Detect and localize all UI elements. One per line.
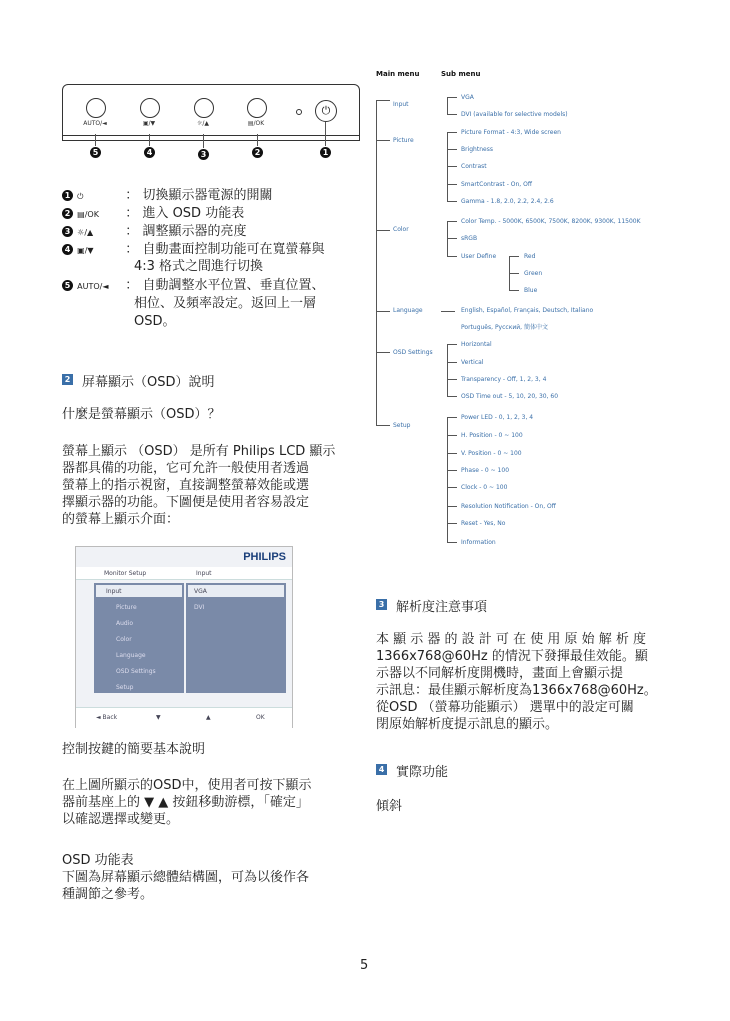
osd-menu-panel (94, 583, 184, 693)
tilt-label: 傾斜 (376, 799, 403, 814)
philips-logo: PHILIPS (243, 551, 286, 563)
osd-menu-item[interactable]: OSD Settings (116, 668, 156, 675)
tree-branch (376, 230, 390, 231)
osd-menu-item[interactable]: Setup (116, 684, 134, 691)
tree-sub-item: Transparency - Off, 1, 2, 3, 4 (461, 376, 547, 383)
monitor-base (62, 134, 360, 141)
tree-trunk (376, 100, 377, 426)
tree-main-color: Color (393, 226, 409, 233)
menu-title: OSD 功能表 (62, 853, 134, 868)
leader-line (149, 134, 150, 146)
tree-sub-item: OSD Time out - 5, 10, 20, 30, 60 (461, 393, 559, 400)
para-line: 閉原始解析度提示訊息的顯示。 (376, 717, 559, 732)
tree-main-osd: OSD Settings (393, 349, 433, 356)
brightness-icon: ☼/▲ (77, 228, 94, 237)
osd-menu-item[interactable]: Input (106, 588, 122, 595)
paragraph (62, 777, 362, 828)
tree-sub-item: Horizontal (461, 341, 492, 348)
tree-branch (447, 238, 457, 239)
tree-branch (447, 114, 457, 115)
legend-item-2 (62, 206, 362, 223)
osd-col2: Input (196, 570, 212, 577)
tree-sub-item: Vertical (461, 359, 484, 366)
paragraph (62, 869, 362, 903)
tree-branch (447, 523, 457, 524)
tree-sub-item: sRGB (461, 235, 478, 242)
tree-branch (447, 417, 457, 418)
tree-main-picture: Picture (393, 137, 414, 144)
tree-main-language: Language (393, 307, 423, 314)
basic-title: 控制按鍵的簡要基本說明 (62, 742, 206, 757)
power-button[interactable] (315, 100, 337, 122)
badge-4: 4 (144, 147, 155, 158)
tree-sub-item: Brightness (461, 146, 493, 153)
tree-sub-item: Contrast (461, 163, 487, 170)
format-icon: ▣/▼ (77, 246, 94, 255)
para-line: 示訊息：最佳顯示解析度為1366x768@60Hz。 (376, 683, 657, 698)
tree-head-main: Main menu (376, 70, 420, 78)
legend-badge: 1 (62, 190, 73, 201)
para-line: 本 顯 示 器 的 設 計 可 在 使 用 原 始 解 析 度 (376, 632, 646, 647)
osd-menu-item[interactable]: Color (116, 636, 132, 643)
osd-down-button[interactable]: ▼ (156, 714, 161, 721)
tree-branch (447, 487, 457, 488)
tree-sub-item: Green (524, 270, 543, 277)
tree-branch (447, 97, 457, 98)
tree-head-sub: Sub menu (441, 70, 481, 78)
osd-screenshot (75, 546, 293, 728)
tree-sub-item: Reset - Yes, No (461, 520, 506, 527)
section-number: 2 (62, 374, 73, 385)
tree-branch (447, 221, 457, 222)
legend-text-cont: 4:3 格式之間進行切換 (134, 259, 264, 274)
brightness-button-label: ☼/▲ (196, 120, 209, 127)
legend-sep: ： (125, 224, 139, 239)
section-number: 3 (376, 599, 387, 610)
tree-sub-item: Português, Русский, 簡体中文 (461, 324, 548, 331)
tree-branch (447, 435, 457, 436)
tree-branch (447, 344, 457, 345)
legend-sep: ： (125, 206, 139, 221)
tree-branch (447, 506, 457, 507)
osd-sub-item[interactable]: DVI (194, 604, 205, 611)
tree-main-input: Input (393, 101, 409, 108)
legend-text: 自動畫面控制功能可在寬螢幕與 (142, 242, 325, 257)
tree-branch (447, 201, 457, 202)
tree-branch (447, 362, 457, 363)
section-title: 實際功能 (396, 765, 449, 780)
section-title: 解析度注意事項 (396, 600, 488, 615)
paragraph (62, 443, 362, 528)
osd-menu-item[interactable]: Audio (116, 620, 134, 627)
tree-sub-item: Red (524, 253, 536, 260)
tree-branch (509, 290, 519, 291)
section-number: 4 (376, 764, 387, 775)
osd-back-button[interactable]: ◄ Back (96, 714, 118, 721)
legend-badge: 3 (62, 226, 73, 237)
para-line: 1366x768@60Hz 的情況下發揮最佳效能。顯 (376, 649, 648, 664)
tree-branch (376, 100, 390, 101)
tree-sub-item: Power LED - 0, 1, 2, 3, 4 (461, 414, 534, 421)
tree-sub-item: Clock - 0 ~ 100 (461, 484, 508, 491)
para-line: 螢幕上顯示 （OSD） 是所有 Philips LCD 顯示 (62, 444, 336, 459)
badge-2: 2 (252, 147, 263, 158)
para-line: 以確認選擇或變更。 (62, 812, 180, 827)
osd-ok-button[interactable]: OK (256, 714, 265, 721)
tree-branch (509, 273, 519, 274)
legend-text-cont: 相位、及頻率設定。返回上一層 (134, 296, 317, 311)
para-line: 器都具備的功能，它可允許一般使用者透過 (62, 461, 310, 476)
tree-sub-item: English, Español, Français, Deutsch, Italiano (461, 307, 594, 314)
format-button[interactable] (140, 98, 160, 118)
legend-text: 自動調整水平位置、垂直位置、 (142, 278, 325, 293)
leader-line (95, 134, 96, 146)
tree-branch (447, 166, 457, 167)
legend-text-cont: OSD。 (134, 314, 176, 329)
legend-text: 調整顯示器的亮度 (142, 224, 247, 239)
tree-sub-item: DVI (available for selective models) (461, 111, 568, 118)
legend-sep: ： (125, 278, 139, 293)
tree-main-setup: Setup (393, 422, 411, 429)
legend-item-3 (62, 224, 362, 241)
tree-branch (447, 542, 457, 543)
legend-item-1 (62, 188, 362, 205)
tree-sub-item: User Define (461, 253, 497, 260)
tree-branch (447, 344, 448, 397)
legend-text: 進入 OSD 功能表 (142, 206, 245, 221)
tree-branch (376, 425, 390, 426)
legend-item-4 (62, 242, 362, 259)
tree-sub-item: Information (461, 539, 496, 546)
tree-branch (447, 97, 448, 115)
auto-icon: AUTO/◄ (77, 282, 109, 291)
tree-branch (441, 311, 455, 312)
power-icon: ⏻ (321, 104, 331, 117)
leader-line (325, 122, 326, 146)
para-line: 種調節之參考。 (62, 887, 154, 902)
tree-branch (447, 256, 457, 257)
tree-branch (447, 396, 457, 397)
leader-line (257, 134, 258, 146)
tree-branch (447, 470, 457, 471)
osd-up-button[interactable]: ▲ (206, 714, 211, 721)
question-text: 什麼是螢幕顯示（OSD）？ (62, 407, 221, 422)
osd-menu-item[interactable]: Picture (116, 604, 137, 611)
legend-sep: ： (125, 242, 139, 257)
tree-sub-item: Gamma - 1.8, 2.0, 2.2, 2.4, 2.6 (461, 198, 554, 205)
leader-line (203, 134, 204, 148)
osd-menu-item[interactable]: Language (116, 652, 146, 659)
para-line: 擇顯示器的功能。下圖便是使用者容易設定 (62, 495, 310, 510)
auto-button-label: AUTO/◄ (83, 120, 107, 127)
tree-sub-item: SmartContrast - On, Off (461, 181, 532, 188)
para-line: 的螢幕上顯示介面： (62, 512, 180, 527)
tree-sub-item: Resolution Notification - On, Off (461, 503, 556, 510)
section-title: 屏幕顯示（OSD）說明 (82, 375, 215, 390)
brightness-button[interactable] (194, 98, 214, 118)
tree-branch (447, 132, 448, 202)
tree-sub-item: V. Position - 0 ~ 100 (461, 450, 522, 457)
osd-sub-panel (186, 583, 286, 693)
menu-ok-button[interactable] (247, 98, 267, 118)
menu-ok-icon: ▤/OK (77, 210, 99, 219)
page-number: 5 (360, 958, 369, 973)
tree-branch (376, 352, 390, 353)
power-icon: ⏻ (77, 192, 84, 201)
legend-text: 切換顯示器電源的開關 (142, 188, 273, 203)
osd-sub-item[interactable]: VGA (194, 588, 207, 595)
tree-branch (376, 140, 390, 141)
tree-sub-item: H. Position - 0 ~ 100 (461, 432, 523, 439)
auto-button[interactable] (86, 98, 106, 118)
legend-badge: 4 (62, 244, 73, 255)
tree-branch (447, 132, 457, 133)
tree-sub-item: Blue (524, 287, 538, 294)
para-line: 從OSD （螢幕功能顯示） 選單中的設定可關 (376, 700, 634, 715)
legend-item-5 (62, 278, 362, 295)
badge-3: 3 (198, 149, 209, 160)
tree-sub-item: Picture Format - 4:3, Wide screen (461, 129, 561, 136)
osd-col1: Monitor Setup (104, 570, 147, 577)
tree-branch (447, 149, 457, 150)
tree-branch (447, 184, 457, 185)
tree-branch (509, 256, 519, 257)
para-line: 在上圖所顯示的OSD中，使用者可按下顯示 (62, 778, 312, 793)
tree-branch (447, 453, 457, 454)
tree-sub-item: Phase - 0 ~ 100 (461, 467, 510, 474)
tree-branch (376, 311, 390, 312)
para-line: 下圖為屏幕顯示總體結構圖，可為以後作各 (62, 870, 310, 885)
paragraph (376, 631, 676, 733)
legend-badge: 5 (62, 280, 73, 291)
badge-1: 1 (320, 147, 331, 158)
para-line: 螢幕上的指示視窗，直接調整螢幕效能或選 (62, 478, 310, 493)
legend-sep: ： (125, 188, 139, 203)
para-line: 示器以不同解析度開機時，畫面上會顯示提 (376, 666, 624, 681)
tree-branch (447, 379, 457, 380)
legend-badge: 2 (62, 208, 73, 219)
tree-sub-item: VGA (461, 94, 474, 101)
badge-5: 5 (90, 147, 101, 158)
power-led-icon (296, 109, 302, 115)
para-line: 器前基座上的 ▼ ▲ 按鈕移動游標，「確定」 (62, 795, 309, 810)
tree-sub-item: Color Temp. - 5000K, 6500K, 7500K, 8200K, 9300K, 11500K (461, 218, 641, 225)
format-button-label: ▣/▼ (142, 120, 156, 127)
menu-ok-button-label: ▤/OK (247, 120, 265, 127)
